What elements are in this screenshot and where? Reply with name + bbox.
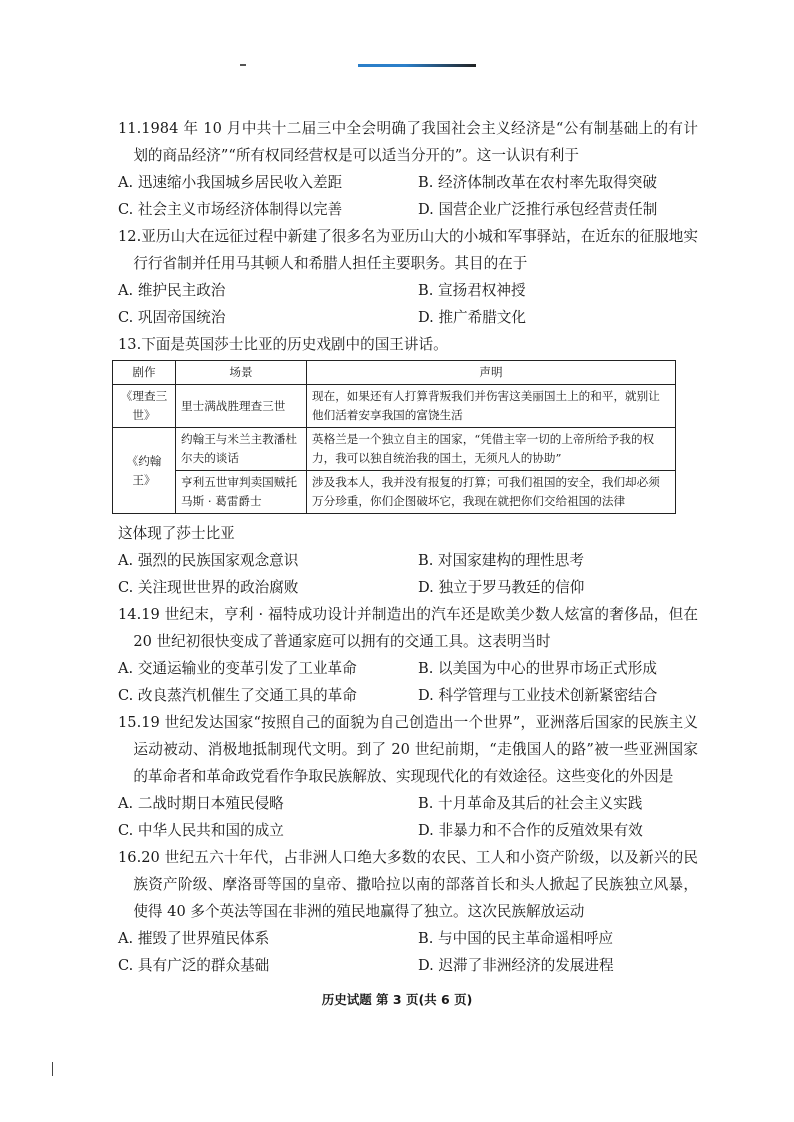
option-a[interactable]: A. 维护民主政治 bbox=[118, 282, 226, 299]
option-a[interactable]: A. 强烈的民族国家观念意识 bbox=[118, 552, 299, 569]
header-color-bar bbox=[358, 64, 476, 67]
option-d[interactable]: D. 科学管理与工业技术创新紧密结合 bbox=[418, 687, 658, 704]
table-row bbox=[113, 385, 676, 428]
option-d[interactable]: D. 非暴力和不合作的反殖效果有效 bbox=[418, 822, 643, 839]
option-b[interactable]: B. 与中国的民主革命遥相呼应 bbox=[418, 930, 614, 947]
option-a[interactable]: A. 迅速缩小我国城乡居民收入差距 bbox=[118, 174, 343, 191]
option-c[interactable]: C. 具有广泛的群众基础 bbox=[118, 957, 270, 974]
cell-scene: 亨利五世审判卖国贼托马斯 · 葛雷爵士 bbox=[176, 471, 307, 514]
cell-statement: 涉及我本人，我并没有报复的打算；可我们祖国的安全，我们却必须万分珍重，你们企图破坏它，我现在就把你们交给祖国的法律 bbox=[307, 471, 676, 514]
option-d[interactable]: D. 独立于罗马教廷的信仰 bbox=[418, 579, 585, 596]
options bbox=[118, 277, 698, 331]
option-c[interactable]: C. 改良蒸汽机催生了交通工具的革命 bbox=[118, 687, 357, 704]
option-b[interactable]: B. 十月革命及其后的社会主义实践 bbox=[418, 795, 643, 812]
options bbox=[118, 655, 698, 709]
question-15 bbox=[118, 709, 698, 844]
question-stem: 12.亚历山大在远征过程中新建了很多名为亚历山大的小城和军事驿站，在近东的征服地实行行省制并任用马其顿人和希腊人担任主要职务。其目的在于 bbox=[118, 228, 698, 272]
option-a[interactable]: A. 交通运输业的变革引发了工业革命 bbox=[118, 660, 357, 677]
table-row bbox=[113, 428, 676, 471]
question-stem: 11.1984 年 10 月中共十二届三中全会明确了我国社会主义经济是“公有制基础上的有计划的商品经济”“所有权同经营权是可以适当分开的”。这一认识有利于 bbox=[118, 120, 698, 164]
option-d[interactable]: D. 国营企业广泛推行承包经营责任制 bbox=[418, 201, 658, 218]
question-stem: 16.20 世纪五六十年代，占非洲人口绝大多数的农民、工人和小资产阶级，以及新兴的民族资产阶级、摩洛哥等国的皇帝、撒哈拉以南的部落首长和头人掀起了民族独立风暴，使得 40 多个英法等国在非洲的殖民地赢得了独立。这次民族解放运动 bbox=[118, 849, 698, 920]
scan-mark bbox=[240, 64, 246, 66]
question-16 bbox=[118, 844, 698, 979]
question-13 bbox=[118, 331, 698, 601]
table-header-row bbox=[113, 361, 676, 385]
cell-statement: 现在，如果还有人打算背叛我们并伤害这美丽国土上的和平，就别让他们活着安享我国的富饶生活 bbox=[307, 385, 676, 428]
question-14 bbox=[118, 601, 698, 709]
scan-mark bbox=[52, 1062, 53, 1076]
question-11 bbox=[118, 115, 698, 223]
option-b[interactable]: B. 经济体制改革在农村率先取得突破 bbox=[418, 174, 657, 191]
option-c[interactable]: C. 社会主义市场经济体制得以完善 bbox=[118, 201, 343, 218]
options bbox=[118, 547, 698, 601]
option-c[interactable]: C. 中华人民共和国的成立 bbox=[118, 822, 284, 839]
question-stem: 13.下面是英国莎士比亚的历史戏剧中的国王讲话。 bbox=[118, 336, 448, 353]
header-play: 剧作 bbox=[113, 361, 176, 385]
option-d[interactable]: D. 推广希腊文化 bbox=[418, 309, 527, 326]
header-statement: 声明 bbox=[307, 361, 676, 385]
option-a[interactable]: A. 摧毁了世界殖民体系 bbox=[118, 930, 270, 947]
exam-page bbox=[118, 115, 698, 979]
cell-play: 《约翰王》 bbox=[113, 428, 176, 514]
option-b[interactable]: B. 宣扬君权神授 bbox=[418, 282, 526, 299]
options bbox=[118, 790, 698, 844]
drama-table bbox=[112, 360, 676, 514]
option-d[interactable]: D. 迟滞了非洲经济的发展进程 bbox=[418, 957, 614, 974]
page-footer: 历史试题 第 3 页(共 6 页) bbox=[321, 992, 473, 1007]
question-stem: 15.19 世纪发达国家“按照自己的面貌为自己创造出一个世界”，亚洲落后国家的民族主义运动被动、消极地抵制现代文明。到了 20 世纪前期，“走俄国人的路”被一些亚洲国家的革命者和革命政党看作争取民族解放、实现现代化的有效途径。这些变化的外因是 bbox=[118, 714, 698, 785]
header-scene: 场景 bbox=[176, 361, 307, 385]
option-b[interactable]: B. 以美国为中心的世界市场正式形成 bbox=[418, 660, 657, 677]
question-12 bbox=[118, 223, 698, 331]
option-c[interactable]: C. 巩固帝国统治 bbox=[118, 309, 226, 326]
table-row bbox=[113, 471, 676, 514]
question-lead: 这体现了莎士比亚 bbox=[118, 525, 235, 542]
question-stem: 14.19 世纪末，亨利 · 福特成功设计并制造出的汽车还是欧美少数人炫富的奢侈品，但在 20 世纪初很快变成了普通家庭可以拥有的交通工具。这表明当时 bbox=[118, 606, 698, 650]
cell-statement: 英格兰是一个独立自主的国家，“凭借主宰一切的上帝所给予我的权力，我可以独自统治我的国土，无须凡人的协助” bbox=[307, 428, 676, 471]
option-b[interactable]: B. 对国家建构的理性思考 bbox=[418, 552, 584, 569]
cell-play: 《理查三世》 bbox=[113, 385, 176, 428]
options bbox=[118, 925, 698, 979]
option-a[interactable]: A. 二战时期日本殖民侵略 bbox=[118, 795, 284, 812]
cell-scene: 约翰王与米兰主教潘杜尔夫的谈话 bbox=[176, 428, 307, 471]
cell-scene: 里士满战胜理查三世 bbox=[176, 385, 307, 428]
options bbox=[118, 169, 698, 223]
option-c[interactable]: C. 关注现世世界的政治腐败 bbox=[118, 579, 299, 596]
